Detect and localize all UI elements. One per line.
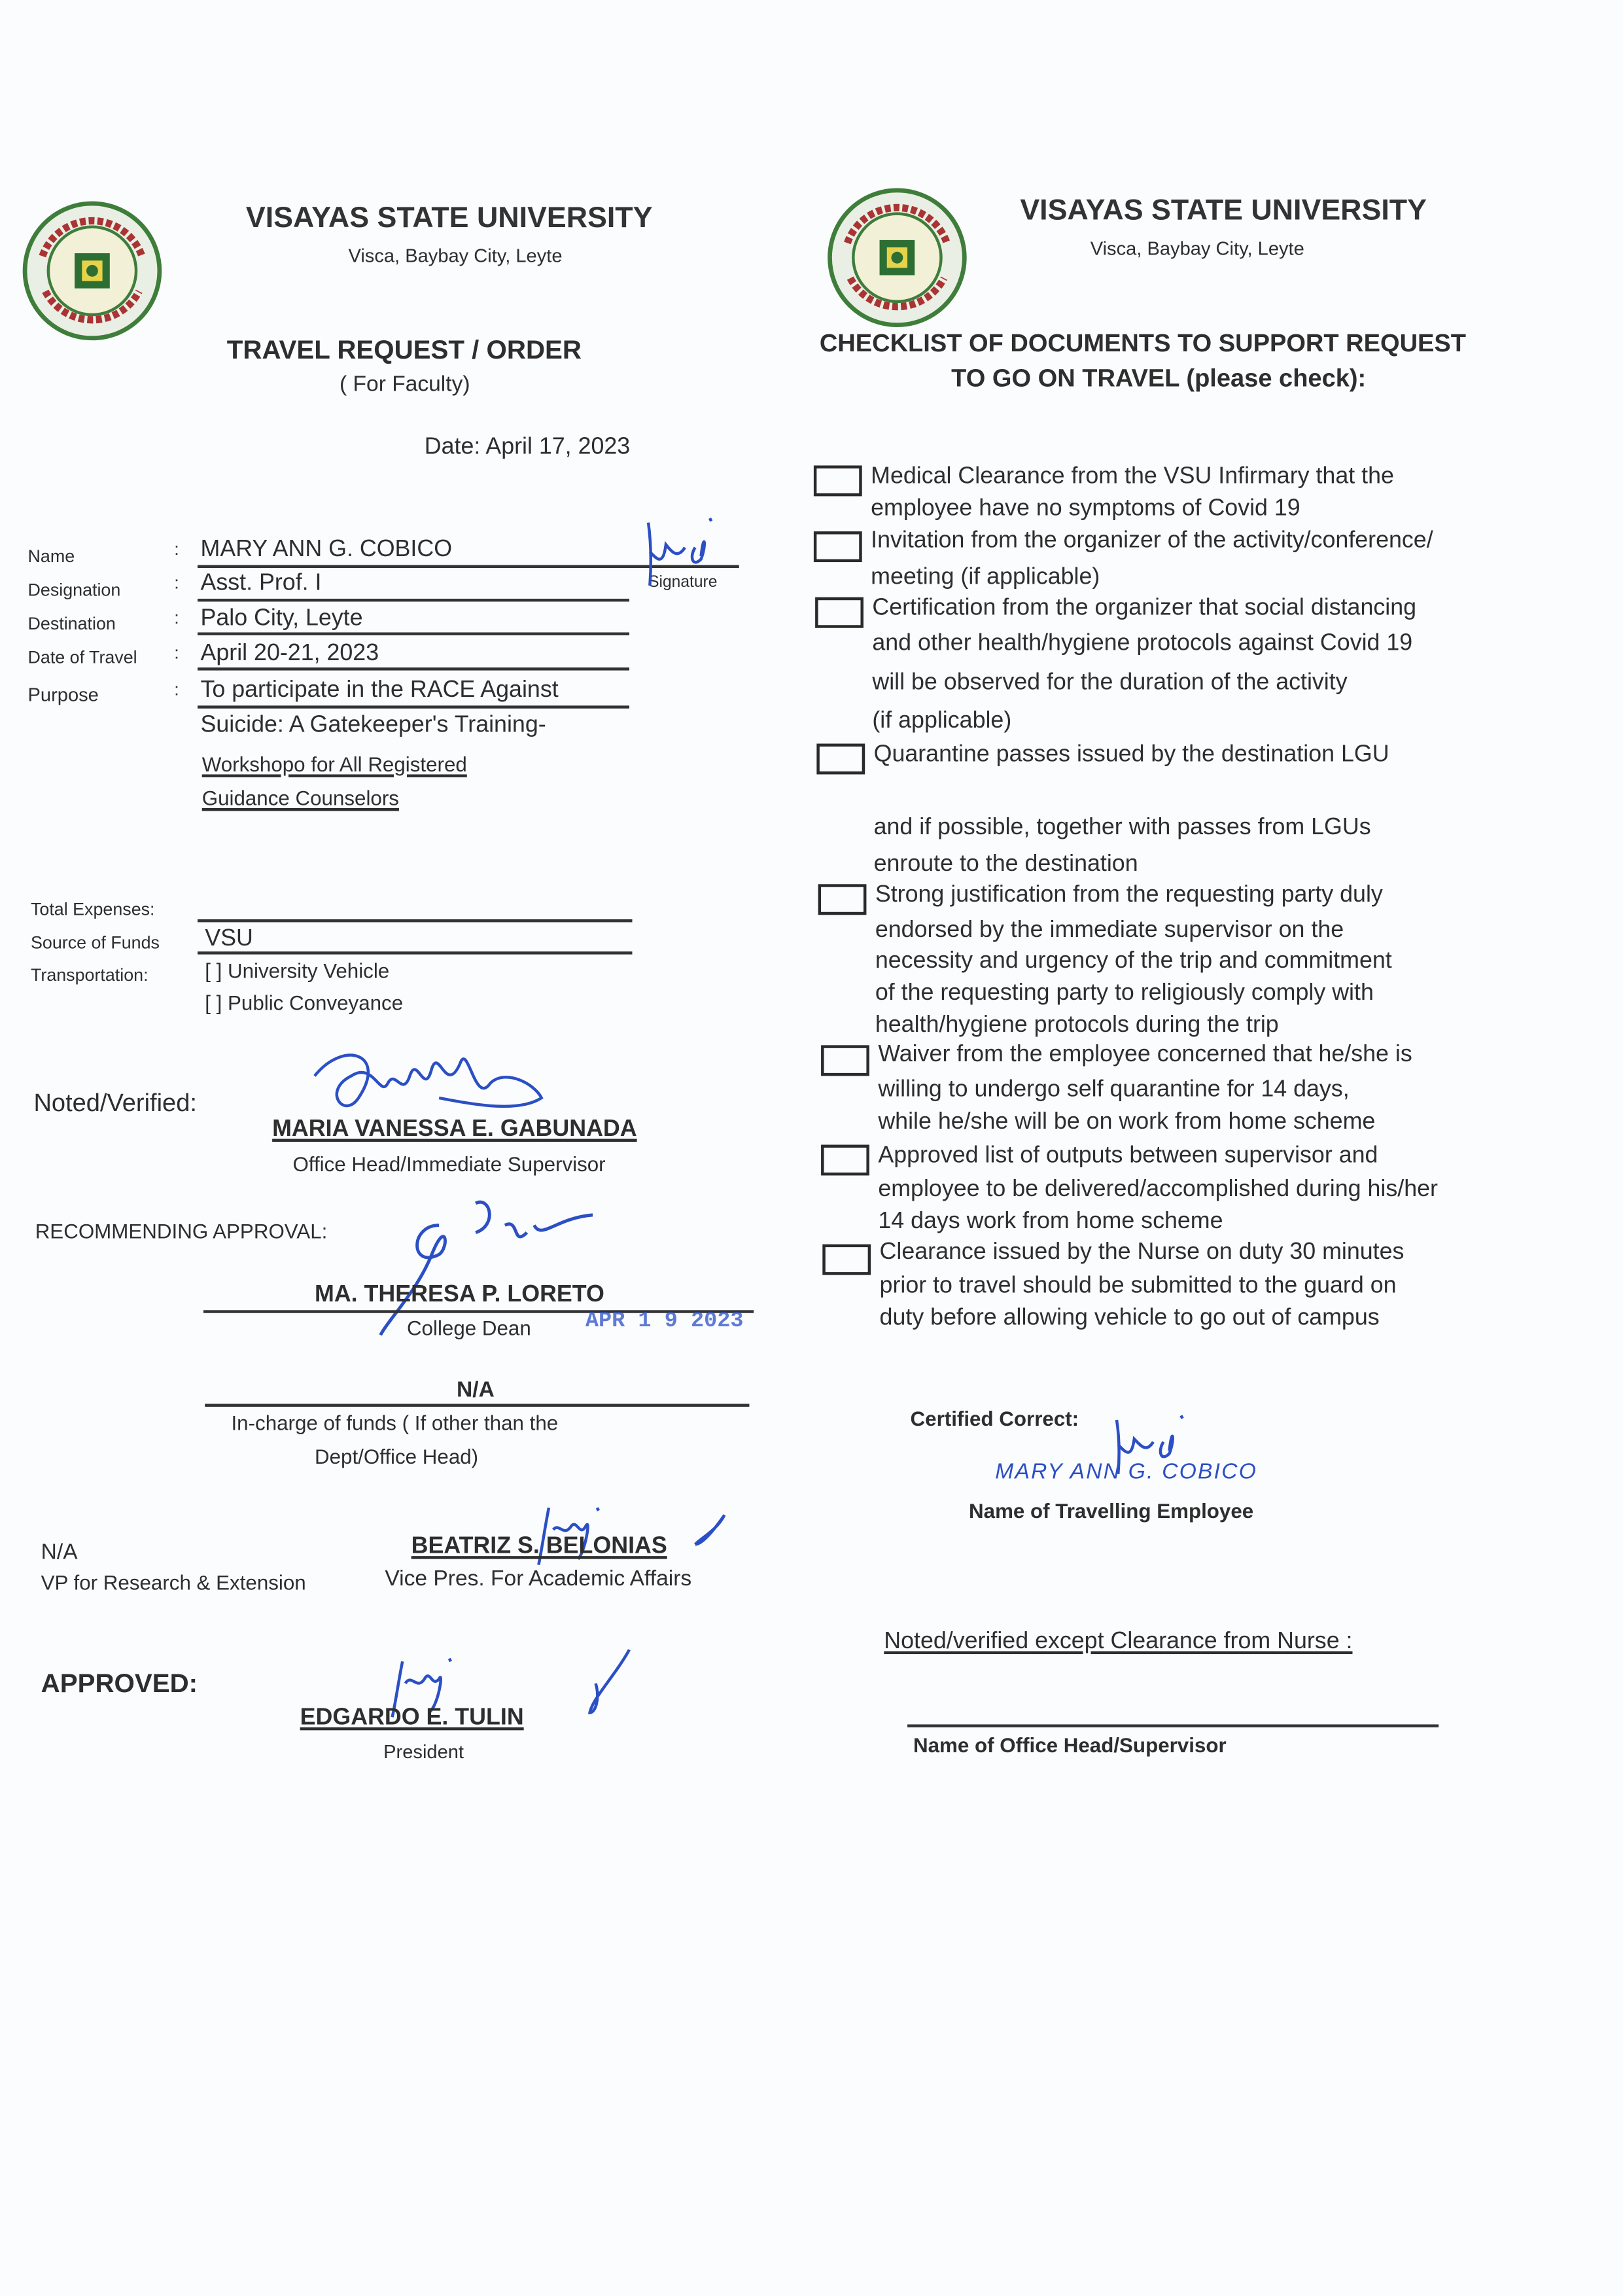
- vp-research-title: VP for Research & Extension: [41, 1570, 306, 1595]
- university-seal-icon: [827, 187, 968, 328]
- noted-verified-label: Noted/Verified:: [33, 1089, 197, 1117]
- designation-value: Asst. Prof. I: [200, 571, 322, 596]
- checklist-checkbox[interactable]: [814, 531, 862, 562]
- university-name: VISAYAS STATE UNIVERSITY: [1020, 194, 1427, 227]
- checklist-item-text: 14 days work from home scheme: [878, 1209, 1223, 1234]
- university-address: Visca, Baybay City, Leyte: [348, 244, 563, 267]
- checklist-item-text: and if possible, together with passes from LGUs: [873, 815, 1371, 841]
- checklist-checkbox[interactable]: [822, 1245, 871, 1275]
- total-expenses-label: Total Expenses:: [30, 898, 155, 919]
- checklist-checkbox[interactable]: [821, 1144, 869, 1175]
- checklist-item-text: duty before allowing vehicle to go out of campus: [879, 1305, 1380, 1331]
- purpose-line: Guidance Counselors: [201, 786, 399, 810]
- checklist-item-text: employee to be delivered/accomplished during his/her: [878, 1176, 1438, 1202]
- purpose-line: To participate in the RACE Against: [200, 677, 559, 703]
- checklist-item-text: (if applicable): [872, 708, 1012, 733]
- checklist-checkbox[interactable]: [816, 743, 865, 774]
- colon: :: [174, 607, 179, 628]
- name-label: Name: [27, 546, 75, 567]
- checklist-item-text: employee have no symptoms of Covid 19: [871, 496, 1300, 521]
- destination-label: Destination: [27, 613, 116, 634]
- purpose-line: Suicide: A Gatekeeper's Training-: [200, 713, 546, 738]
- handwritten-employee-name: MARY ANN G. COBICO: [995, 1459, 1258, 1485]
- checklist-checkbox[interactable]: [814, 465, 862, 496]
- checklist-title: CHECKLIST OF DOCUMENTS TO SUPPORT REQUEST: [819, 329, 1467, 357]
- dean-name: MA. THERESA P. LORETO: [314, 1282, 604, 1307]
- checklist-item-text: enroute to the destination: [873, 852, 1138, 877]
- signature-label: Signature: [648, 573, 718, 592]
- office-head-title: Name of Office Head/Supervisor: [913, 1733, 1227, 1757]
- received-date-stamp: APR 1 9 2023: [585, 1309, 744, 1334]
- president-name: EDGARDO E. TULIN: [300, 1705, 524, 1731]
- checklist-checkbox[interactable]: [815, 597, 864, 628]
- checklist-item-text: Certification from the organizer that social distancing: [872, 595, 1417, 621]
- university-seal-icon: [22, 200, 163, 341]
- approved-label: APPROVED:: [41, 1669, 198, 1699]
- source-of-funds-value: VSU: [205, 927, 253, 952]
- employee-signature-icon: [637, 515, 724, 588]
- university-address: Visca, Baybay City, Leyte: [1090, 237, 1304, 259]
- colon: :: [174, 643, 179, 663]
- checklist-item-text: of the requesting party to religiously comply with: [875, 980, 1374, 1006]
- checklist-item-text: Quarantine passes issued by the destination LGU: [873, 742, 1389, 768]
- request-date: Date: April 17, 2023: [424, 434, 631, 460]
- funds-incharge-value: N/A: [457, 1377, 495, 1403]
- source-of-funds-label: Source of Funds: [30, 932, 160, 953]
- university-name: VISAYAS STATE UNIVERSITY: [245, 202, 653, 234]
- form-subtitle: ( For Faculty): [340, 372, 470, 397]
- purpose-label: Purpose: [27, 683, 99, 706]
- checklist-item-text: Strong justification from the requesting party duly: [875, 883, 1383, 908]
- colon: :: [174, 679, 179, 700]
- checklist-item-text: willing to undergo self quarantine for 14 days,: [878, 1077, 1350, 1103]
- checklist-item-text: while he/she will be on work from home scheme: [878, 1109, 1376, 1135]
- noted-except-nurse-label: Noted/verified except Clearance from Nurse :: [884, 1629, 1353, 1655]
- date-of-travel-label: Date of Travel: [27, 646, 137, 668]
- checklist-item-text: Invitation from the organizer of the activity/conference/: [871, 528, 1433, 554]
- transport-option-public-conveyance[interactable]: [ ] Public Conveyance: [205, 991, 404, 1015]
- supervisor-name: MARIA VANESSA E. GABUNADA: [272, 1116, 637, 1142]
- checklist-item-text: Medical Clearance from the VSU Infirmary that the: [871, 464, 1394, 489]
- colon: :: [174, 539, 179, 559]
- colon: :: [174, 572, 179, 593]
- checklist-item-text: Clearance issued by the Nurse on duty 30 minutes: [879, 1239, 1405, 1265]
- checklist-item-text: meeting (if applicable): [871, 565, 1100, 590]
- date-of-travel-value: April 20-21, 2023: [200, 641, 379, 666]
- destination-value: Palo City, Leyte: [200, 606, 363, 631]
- supervisor-signature-icon: [300, 1039, 557, 1127]
- funds-incharge-title: In-charge of funds ( If other than the: [231, 1411, 559, 1435]
- dean-title: College Dean: [406, 1316, 531, 1340]
- checklist-item-text: Waiver from the employee concerned that he/she is: [878, 1042, 1412, 1067]
- transport-option-university-vehicle[interactable]: [ ] University Vehicle: [205, 959, 390, 983]
- certified-correct-label: Certified Correct:: [910, 1406, 1079, 1430]
- checklist-item-text: will be observed for the duration of the activity: [872, 670, 1348, 696]
- vp-academic-title: Vice Pres. For Academic Affairs: [385, 1566, 692, 1591]
- purpose-line: Workshopo for All Registered: [201, 752, 467, 776]
- name-value: MARY ANN G. COBICO: [200, 537, 453, 563]
- checklist-item-text: necessity and urgency of the trip and commitment: [875, 948, 1392, 974]
- recommending-approval-label: RECOMMENDING APPROVAL:: [35, 1219, 328, 1243]
- vp-academic-name: BEATRIZ S. BELONIAS: [411, 1534, 667, 1559]
- supervisor-title: Office Head/Immediate Supervisor: [292, 1152, 606, 1176]
- checklist-checkbox[interactable]: [818, 884, 867, 915]
- president-title: President: [383, 1740, 464, 1763]
- vp-research-value: N/A: [41, 1540, 78, 1565]
- funds-incharge-title: Dept/Office Head): [314, 1445, 479, 1468]
- designation-label: Designation: [27, 579, 121, 601]
- form-title: TRAVEL REQUEST / ORDER: [226, 335, 582, 365]
- checklist-item-text: and other health/hygiene protocols against Covid 19: [872, 631, 1413, 656]
- checklist-item-text: health/hygiene protocols during the trip: [875, 1013, 1279, 1038]
- checklist-checkbox[interactable]: [821, 1045, 869, 1076]
- checklist-item-text: Approved list of outputs between supervisor and: [878, 1143, 1378, 1169]
- transportation-label: Transportation:: [30, 964, 148, 985]
- employee-title: Name of Travelling Employee: [969, 1498, 1254, 1523]
- checklist-title: TO GO ON TRAVEL (please check):: [951, 364, 1367, 393]
- checklist-item-text: endorsed by the immediate supervisor on the: [875, 917, 1344, 943]
- checklist-item-text: prior to travel should be submitted to the guard on: [879, 1273, 1397, 1299]
